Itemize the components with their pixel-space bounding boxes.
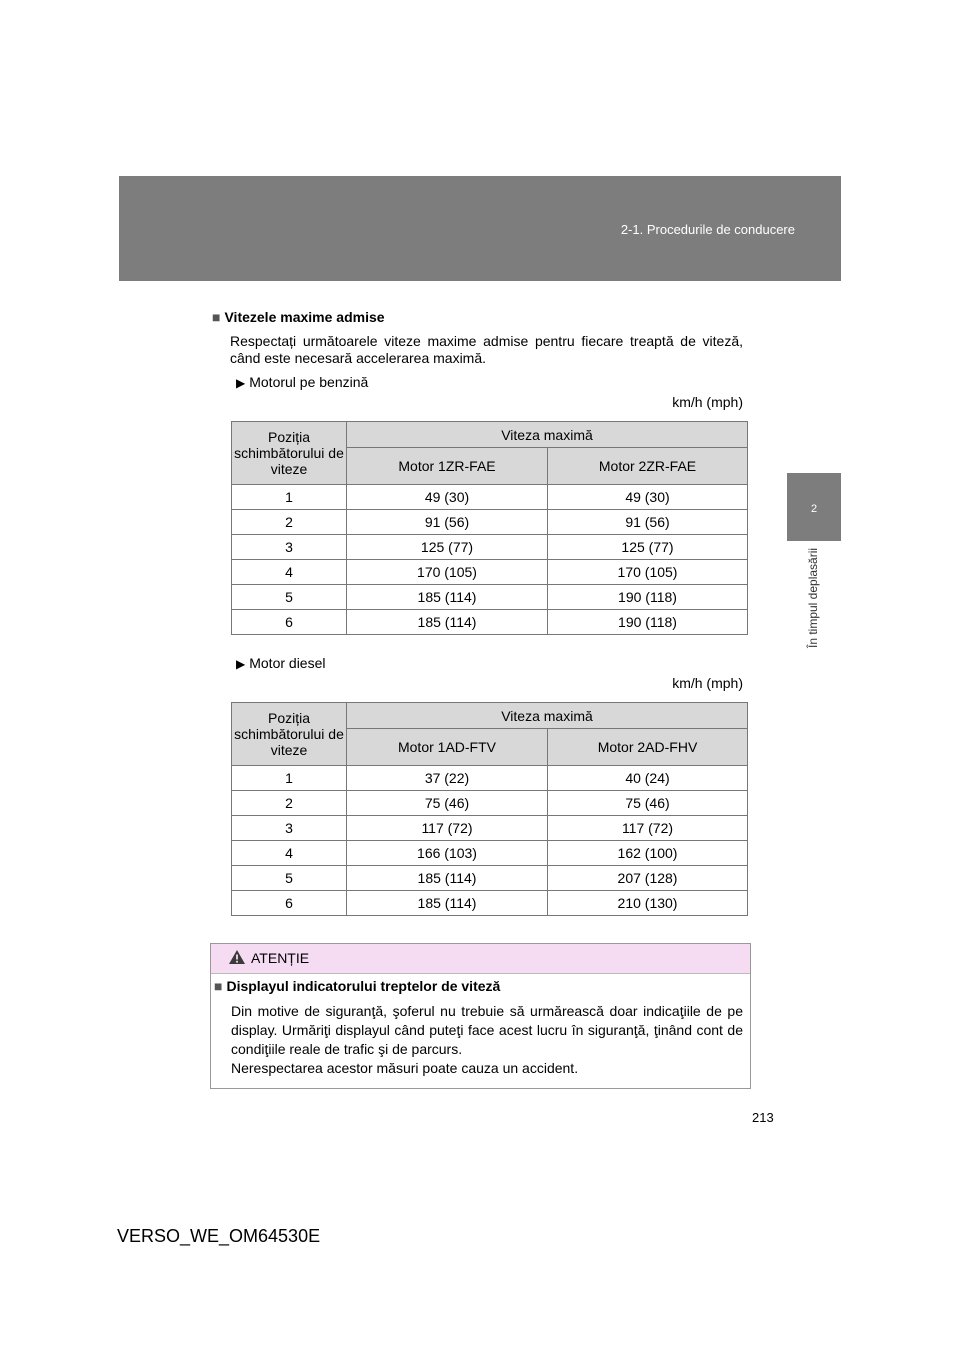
speed-cell: 37 (22) bbox=[347, 766, 548, 791]
gear-cell: 3 bbox=[232, 535, 347, 560]
speed-cell: 170 (105) bbox=[347, 560, 548, 585]
diesel-speed-table bbox=[231, 702, 748, 916]
chapter-side-label: În timpul deplasării bbox=[806, 548, 820, 649]
caution-text bbox=[231, 1002, 743, 1078]
speed-cell: 207 (128) bbox=[548, 866, 748, 891]
speed-cell: 49 (30) bbox=[347, 485, 548, 510]
square-bullet-icon: ■ bbox=[212, 309, 221, 325]
chapter-title: 2-1. Procedurile de conducere bbox=[620, 222, 795, 237]
table-row bbox=[232, 891, 748, 916]
speed-cell: 125 (77) bbox=[548, 535, 748, 560]
gasoline-subheading bbox=[236, 374, 368, 390]
gasoline-label: Motorul pe benzină bbox=[249, 374, 369, 390]
speed-cell: 190 (118) bbox=[548, 585, 748, 610]
caution-heading-text: Displayul indicatorului treptelor de viteză bbox=[226, 978, 501, 994]
speed-cell: 40 (24) bbox=[548, 766, 748, 791]
gear-cell: 2 bbox=[232, 791, 347, 816]
speed-cell: 185 (114) bbox=[347, 610, 548, 635]
gasoline-speed-table bbox=[231, 421, 748, 635]
speed-cell: 91 (56) bbox=[548, 510, 748, 535]
speed-cell: 49 (30) bbox=[548, 485, 748, 510]
caution-title-bar bbox=[211, 944, 750, 974]
table-row bbox=[232, 841, 748, 866]
gear-cell: 1 bbox=[232, 766, 347, 791]
table-row bbox=[232, 510, 748, 535]
square-bullet-icon: ■ bbox=[214, 978, 223, 994]
engine-header: Motor 1AD-FTV bbox=[347, 729, 548, 766]
table-row bbox=[232, 560, 748, 585]
table-row bbox=[232, 535, 748, 560]
caution-box bbox=[210, 943, 751, 1089]
document-code: VERSO_WE_OM64530E bbox=[117, 1226, 321, 1246]
table-row bbox=[232, 485, 748, 510]
speed-cell: 166 (103) bbox=[347, 841, 548, 866]
speed-cell: 185 (114) bbox=[347, 585, 548, 610]
section-intro: Respectați următoarele viteze maxime admise pentru fiecare treaptă de viteză, când este necesară accelerarea maximă. bbox=[230, 333, 743, 366]
speed-cell: 210 (130) bbox=[548, 891, 748, 916]
gear-cell: 6 bbox=[232, 891, 347, 916]
gear-cell: 6 bbox=[232, 610, 347, 635]
gear-cell: 3 bbox=[232, 816, 347, 841]
speed-cell: 185 (114) bbox=[347, 891, 548, 916]
gear-cell: 1 bbox=[232, 485, 347, 510]
warning-triangle-icon bbox=[228, 946, 246, 975]
speed-cell: 75 (46) bbox=[347, 791, 548, 816]
speed-cell: 117 (72) bbox=[347, 816, 548, 841]
engine-header: Motor 2AD-FHV bbox=[548, 729, 748, 766]
table-row bbox=[232, 610, 748, 635]
max-speed-header: Viteza maximă bbox=[347, 422, 748, 448]
caution-title: ATENȚIE bbox=[251, 950, 310, 966]
section-heading-text: Vitezele maxime admise bbox=[224, 309, 385, 325]
speed-cell: 75 (46) bbox=[548, 791, 748, 816]
max-speed-header: Viteza maximă bbox=[347, 703, 748, 729]
table-row bbox=[232, 791, 748, 816]
engine-header: Motor 1ZR-FAE bbox=[347, 448, 548, 485]
triangle-arrow-icon: ▶ bbox=[236, 376, 246, 390]
chapter-header-bar bbox=[119, 176, 841, 281]
speed-cell: 125 (77) bbox=[347, 535, 548, 560]
speed-cell: 162 (100) bbox=[548, 841, 748, 866]
triangle-arrow-icon: ▶ bbox=[236, 657, 246, 671]
caution-heading bbox=[214, 978, 500, 994]
section-heading bbox=[212, 309, 385, 325]
caution-paragraph: Nerespectarea acestor măsuri poate cauza un accident. bbox=[231, 1060, 579, 1076]
speed-cell: 170 (105) bbox=[548, 560, 748, 585]
page-number: 213 bbox=[752, 1110, 774, 1125]
diesel-unit: km/h (mph) bbox=[672, 675, 743, 691]
gear-cell: 4 bbox=[232, 841, 347, 866]
gear-position-header: Poziția schimbătorului de viteze bbox=[232, 703, 347, 766]
table-row bbox=[232, 585, 748, 610]
speed-cell: 117 (72) bbox=[548, 816, 748, 841]
chapter-tab-number: 2 bbox=[810, 503, 818, 515]
gasoline-unit: km/h (mph) bbox=[672, 394, 743, 410]
diesel-subheading bbox=[236, 655, 326, 671]
chapter-tab bbox=[787, 473, 841, 541]
speed-cell: 190 (118) bbox=[548, 610, 748, 635]
gear-position-header: Poziția schimbătorului de viteze bbox=[232, 422, 347, 485]
speed-cell: 91 (56) bbox=[347, 510, 548, 535]
engine-header: Motor 2ZR-FAE bbox=[548, 448, 748, 485]
caution-paragraph: Din motive de siguranţă, şoferul nu trebuie să urmărească doar indicaţiile de pe display. Urmăriţi displayul când puteţi face acest lucru în siguranţă, ţinând cont de condiţiile reale de trafic şi de parcurs. bbox=[231, 1003, 743, 1057]
gear-cell: 2 bbox=[232, 510, 347, 535]
gear-cell: 4 bbox=[232, 560, 347, 585]
diesel-label: Motor diesel bbox=[249, 655, 326, 671]
table-row bbox=[232, 766, 748, 791]
speed-cell: 185 (114) bbox=[347, 866, 548, 891]
table-row bbox=[232, 816, 748, 841]
gear-cell: 5 bbox=[232, 585, 347, 610]
table-row bbox=[232, 866, 748, 891]
gear-cell: 5 bbox=[232, 866, 347, 891]
